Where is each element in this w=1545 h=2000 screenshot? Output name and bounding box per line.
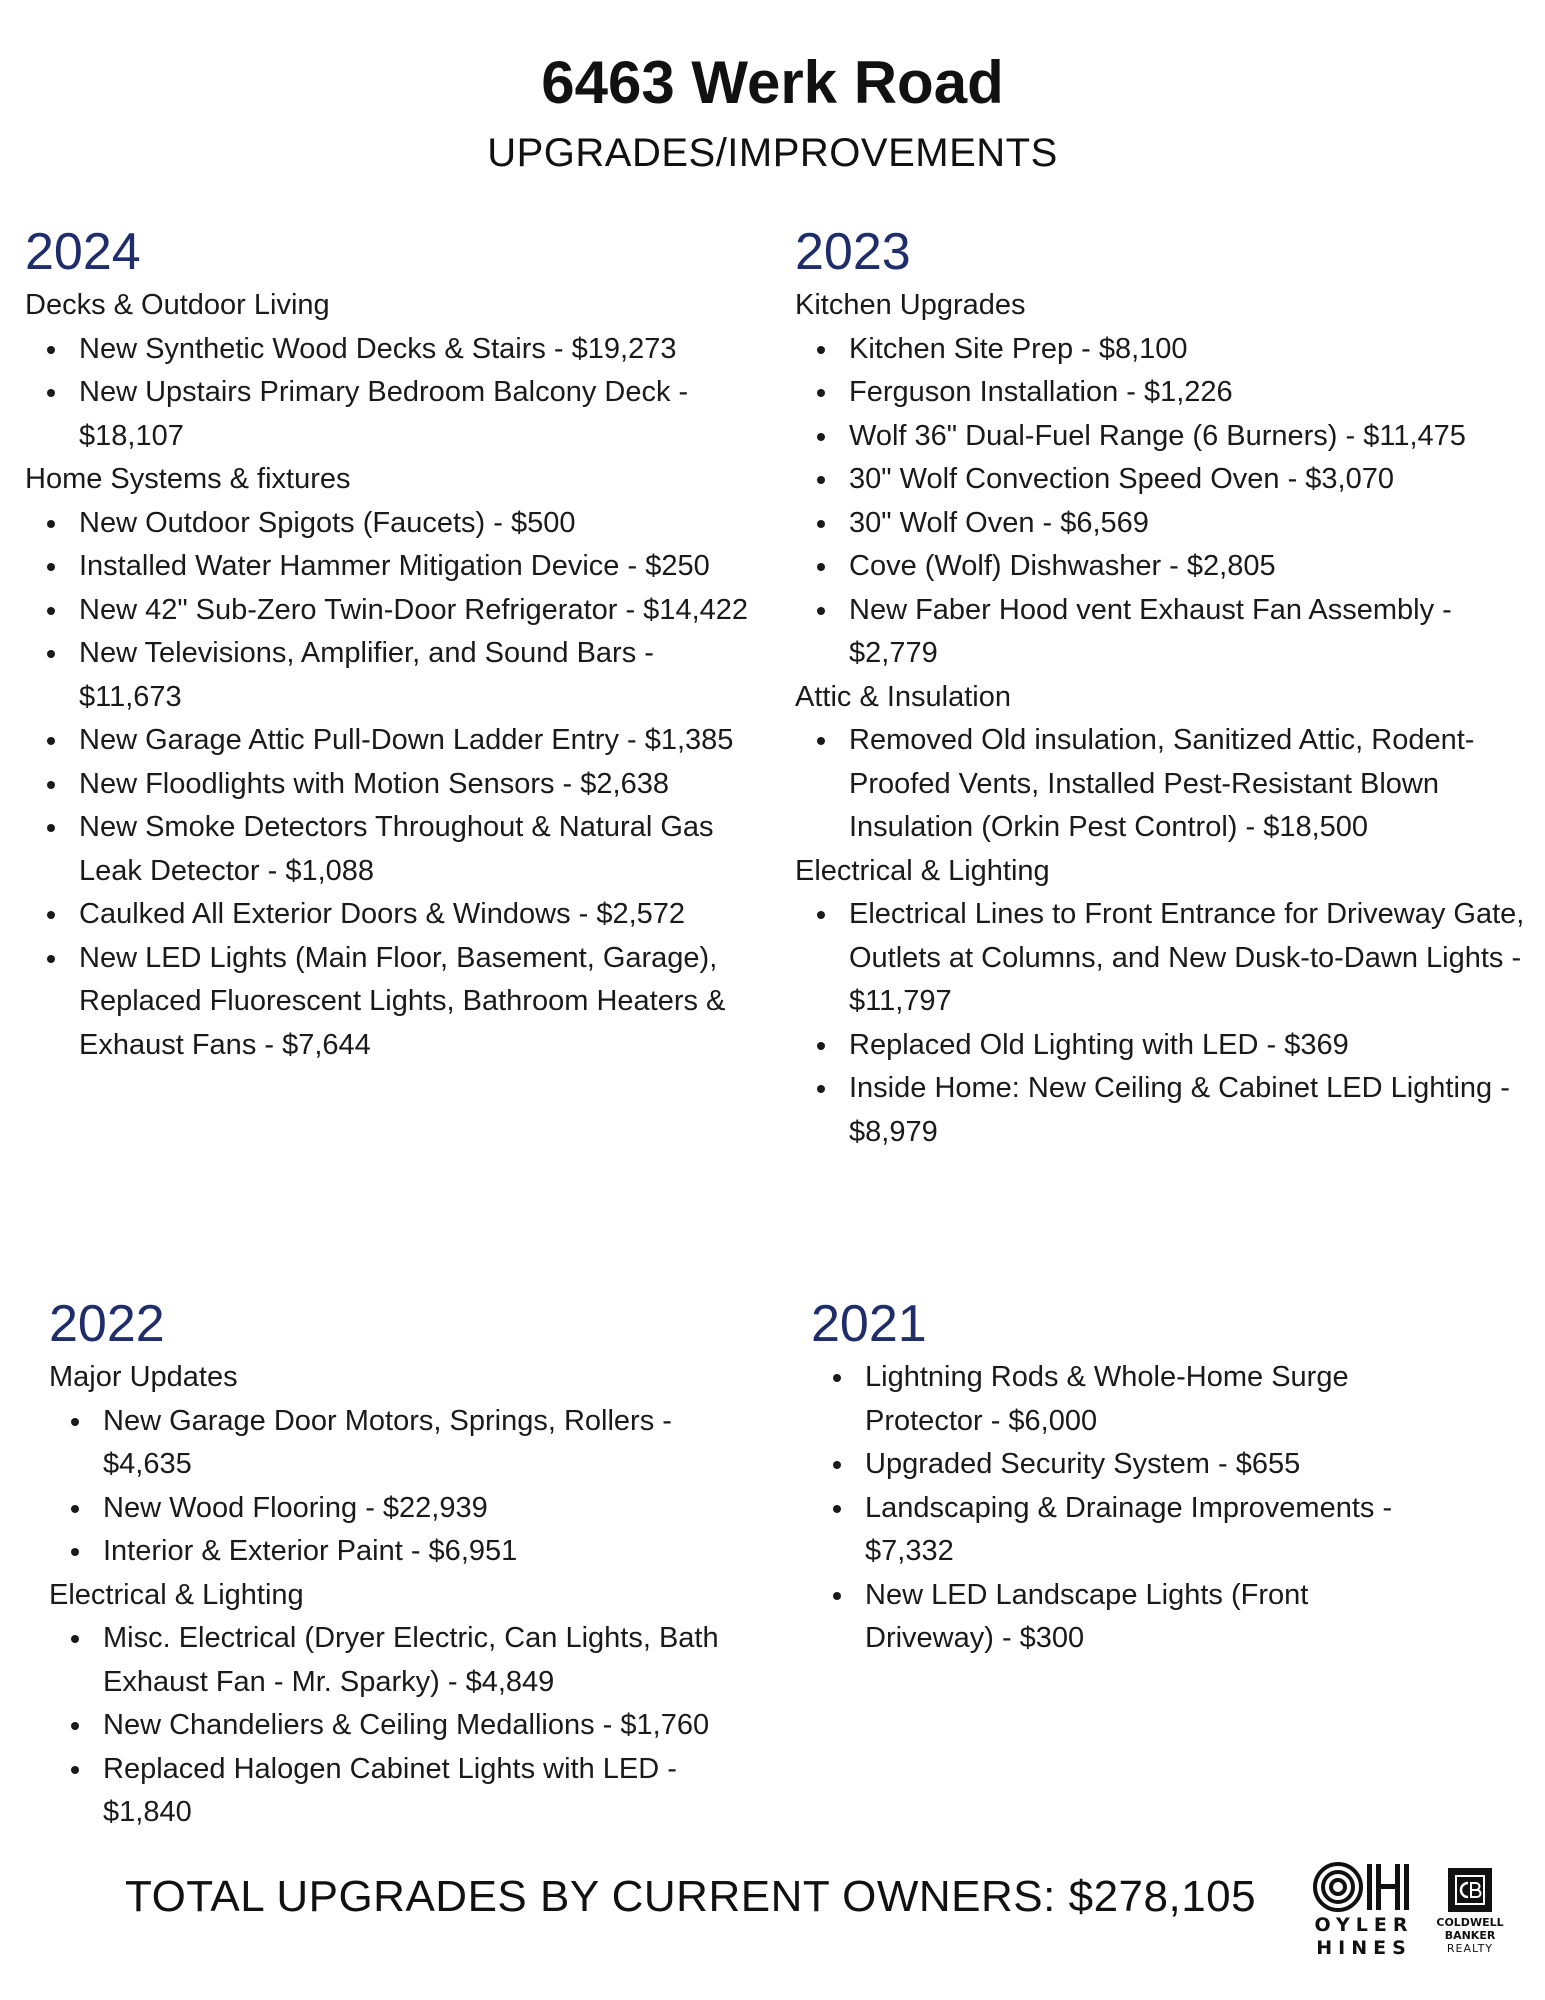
list-item: Kitchen Site Prep - $8,100	[795, 328, 1525, 372]
list-item: Electrical Lines to Front Entrance for Driveway Gate, Outlets at Columns, and New Dusk-to-Dawn Lights - $11,797	[795, 893, 1525, 1024]
list-item: Replaced Old Lighting with LED - $369	[795, 1024, 1525, 1068]
list-item: Interior & Exterior Paint - $6,951	[49, 1530, 764, 1574]
oh-monogram-icon	[1313, 1860, 1415, 1914]
list-item: New Floodlights with Motion Sensors - $2,638	[25, 763, 760, 807]
list-item: 30" Wolf Oven - $6,569	[795, 502, 1525, 546]
section-2021	[811, 1294, 1431, 1661]
list-item: New Upstairs Primary Bedroom Balcony Deck - $18,107	[25, 371, 760, 458]
category-heading: Home Systems & fixtures	[25, 463, 351, 495]
item-list	[49, 1617, 764, 1835]
category-heading: Attic & Insulation	[795, 680, 1011, 713]
oyler-hines-logo	[1313, 1860, 1415, 1960]
item-list	[795, 893, 1525, 1154]
list-item: Lightning Rods & Whole-Home Surge Protector - $6,000	[811, 1356, 1431, 1443]
category-heading: Electrical & Lighting	[795, 854, 1050, 887]
cb-monogram-icon	[1448, 1868, 1492, 1912]
list-item: New LED Landscape Lights (Front Driveway) - $300	[811, 1574, 1431, 1661]
section-2023	[795, 222, 1525, 1154]
list-item: Installed Water Hammer Mitigation Device - $250	[25, 545, 760, 589]
list-item: New Chandeliers & Ceiling Medallions - $1,760	[49, 1704, 764, 1748]
item-list	[25, 502, 760, 1068]
year-heading: 2024	[25, 223, 141, 281]
item-list	[49, 1400, 764, 1574]
section-2024	[25, 222, 760, 1067]
year-heading: 2023	[795, 223, 911, 281]
logo-line: BANKER	[1444, 1929, 1496, 1942]
list-item: New Outdoor Spigots (Faucets) - $500	[25, 502, 760, 546]
logo-line: REALTY	[1446, 1942, 1494, 1955]
list-item: Upgraded Security System - $655	[811, 1443, 1431, 1487]
list-item: New Televisions, Amplifier, and Sound Bars - $11,673	[25, 632, 760, 719]
item-list	[795, 719, 1525, 850]
list-item: New LED Lights (Main Floor, Basement, Garage), Replaced Fluorescent Lights, Bathroom Heaters & Exhaust Fans - $7,644	[25, 937, 760, 1068]
list-item: Misc. Electrical (Dryer Electric, Can Lights, Bath Exhaust Fan - Mr. Sparky) - $4,849	[49, 1617, 764, 1704]
list-item: New Synthetic Wood Decks & Stairs - $19,273	[25, 328, 760, 372]
list-item: Cove (Wolf) Dishwasher - $2,805	[795, 545, 1525, 589]
logo-line: OYLER	[1314, 1914, 1414, 1936]
page-subtitle: UPGRADES/IMPROVEMENTS	[487, 131, 1058, 175]
item-list	[795, 328, 1525, 676]
list-item: Replaced Halogen Cabinet Lights with LED - $1,840	[49, 1748, 764, 1835]
list-item: Inside Home: New Ceiling & Cabinet LED Lighting - $8,979	[795, 1067, 1525, 1154]
coldwell-banker-logo	[1420, 1868, 1520, 1956]
page-title: 6463 Werk Road	[541, 49, 1004, 116]
list-item: New Smoke Detectors Throughout & Natural Gas Leak Detector - $1,088	[25, 806, 760, 893]
logo-line: HINES	[1316, 1937, 1412, 1959]
category-heading: Major Updates	[49, 1361, 238, 1393]
list-item: New Wood Flooring - $22,939	[49, 1487, 764, 1531]
total-upgrades: TOTAL UPGRADES BY CURRENT OWNERS: $278,105	[125, 1872, 1257, 1921]
list-item: Removed Old insulation, Sanitized Attic, Rodent-Proofed Vents, Installed Pest-Resistant Blown Insulation (Orkin Pest Control) - $18,500	[795, 719, 1525, 850]
list-item: New 42" Sub-Zero Twin-Door Refrigerator - $14,422	[25, 589, 760, 633]
item-list	[811, 1356, 1431, 1661]
logo-line: COLDWELL	[1436, 1916, 1504, 1929]
list-item: Wolf 36" Dual-Fuel Range (6 Burners) - $11,475	[795, 415, 1525, 459]
category-heading: Decks & Outdoor Living	[25, 289, 330, 321]
section-2022	[49, 1294, 764, 1835]
list-item: 30" Wolf Convection Speed Oven - $3,070	[795, 458, 1525, 502]
list-item: New Garage Attic Pull-Down Ladder Entry - $1,385	[25, 719, 760, 763]
list-item: Landscaping & Drainage Improvements - $7,332	[811, 1487, 1431, 1574]
year-heading: 2022	[49, 1295, 165, 1353]
category-heading: Electrical & Lighting	[49, 1578, 304, 1611]
list-item: Ferguson Installation - $1,226	[795, 371, 1525, 415]
item-list	[25, 328, 760, 459]
list-item: Caulked All Exterior Doors & Windows - $2,572	[25, 893, 760, 937]
list-item: New Garage Door Motors, Springs, Rollers - $4,635	[49, 1400, 764, 1487]
year-heading: 2021	[811, 1295, 927, 1353]
list-item: New Faber Hood vent Exhaust Fan Assembly - $2,779	[795, 589, 1525, 676]
category-heading: Kitchen Upgrades	[795, 289, 1026, 321]
